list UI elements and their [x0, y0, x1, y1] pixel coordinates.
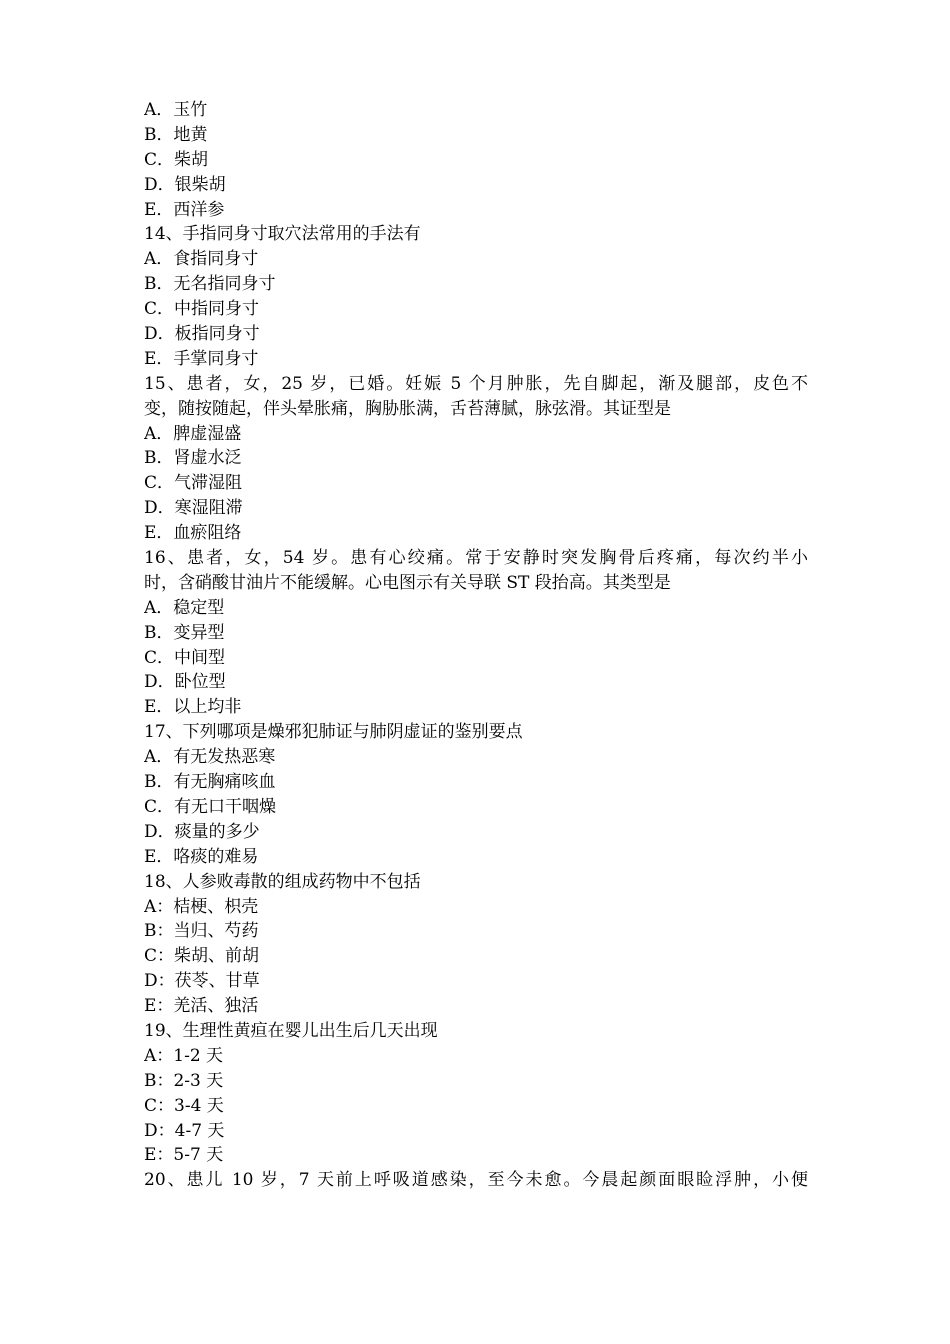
text-line: E：5-7 天: [144, 1145, 224, 1166]
text-line: C：柴胡、前胡: [144, 946, 260, 967]
text-line: 时，含硝酸甘油片不能缓解。心电图示有关导联 ST 段抬高。其类型是: [144, 572, 671, 593]
text-line: 变，随按随起，伴头晕胀痛，胸胁胀满，舌苔薄腻，脉弦滑。其证型是: [144, 398, 671, 419]
text-line: E．手掌同身寸: [144, 348, 259, 369]
text-line: C．中间型: [144, 647, 226, 668]
text-line: E．西洋参: [144, 199, 225, 220]
text-line: A．食指同身寸: [144, 249, 259, 270]
text-line: C．有无口干咽燥: [144, 796, 277, 817]
text-line: B．肾虚水泛: [144, 448, 242, 469]
text-line: C：3-4 天: [144, 1095, 224, 1116]
text-line: A：1-2 天: [144, 1045, 224, 1066]
text-line: E：羌活、独活: [144, 996, 259, 1017]
text-line: D：茯苓、甘草: [144, 971, 260, 992]
text-line: B：当归、芍药: [144, 921, 259, 942]
text-line: D．寒湿阻滞: [144, 498, 243, 519]
text-line: A：桔梗、枳壳: [144, 896, 259, 917]
text-line: C．中指同身寸: [144, 299, 260, 320]
text-line: 19、生理性黄疸在婴儿出生后几天出现: [144, 1020, 438, 1041]
text-line: 14、手指同身寸取穴法常用的手法有: [144, 224, 421, 245]
text-line: 16、患者，女，54 岁。患有心绞痛。常于安静时突发胸骨后疼痛，每次约半小: [144, 548, 808, 569]
text-line: A．玉竹: [144, 100, 208, 120]
text-line: B．地黄: [144, 124, 208, 145]
text-line: B：2-3 天: [144, 1070, 224, 1091]
text-line: A．稳定型: [144, 597, 225, 618]
text-line: 20、患儿 10 岁，7 天前上呼吸道感染，至今未愈。今晨起颜面眼睑浮肿，小便: [144, 1170, 808, 1191]
text-line: D．板指同身寸: [144, 324, 260, 345]
text-line: A．有无发热恶寒: [144, 747, 276, 768]
text-line: C．气滞湿阻: [144, 473, 243, 494]
document-body: [144, 98, 808, 1193]
text-line: B．变异型: [144, 622, 225, 643]
text-line: D．痰量的多少: [144, 821, 260, 842]
text-line: C．柴胡: [144, 149, 209, 170]
text-line: 17、下列哪项是燥邪犯肺证与肺阴虚证的鉴别要点: [144, 722, 523, 743]
text-line: A．脾虚湿盛: [144, 423, 242, 444]
text-line: 18、人参败毒散的组成药物中不包括: [144, 871, 421, 892]
text-line: D．卧位型: [144, 672, 226, 693]
text-line: E．血瘀阻络: [144, 523, 242, 544]
text-line: E．以上均非: [144, 697, 242, 718]
text-line: B．无名指同身寸: [144, 274, 276, 295]
text-line: B．有无胸痛咳血: [144, 772, 276, 793]
text-line: D．银柴胡: [144, 174, 226, 195]
text-line: 15、患者，女，25 岁，已婚。妊娠 5 个月肿胀，先自脚起，渐及腿部，皮色不: [144, 373, 808, 394]
text-line: E．咯痰的难易: [144, 846, 259, 867]
text-line: D：4-7 天: [144, 1120, 225, 1141]
